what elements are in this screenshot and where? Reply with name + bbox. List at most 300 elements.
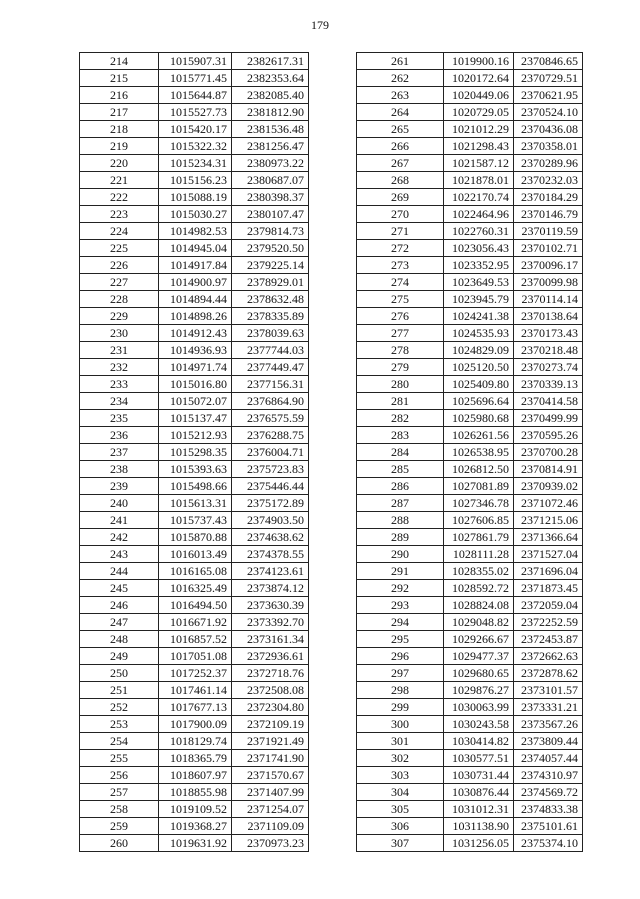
x-coordinate-cell: 1015737.43 [159,512,232,529]
y-coordinate-cell: 2375723.83 [232,461,309,478]
point-number-cell: 301 [357,733,444,750]
y-coordinate-cell: 2370973.23 [232,835,309,852]
table-row [357,274,583,291]
y-coordinate-cell: 2370099.98 [514,274,583,291]
table-row [80,223,309,240]
table-row [80,393,309,410]
table-row [357,393,583,410]
y-coordinate-cell: 2377156.31 [232,376,309,393]
y-coordinate-cell: 2372109.19 [232,716,309,733]
y-coordinate-cell: 2371527.04 [514,546,583,563]
y-coordinate-cell: 2381812.90 [232,104,309,121]
x-coordinate-cell: 1015527.73 [159,104,232,121]
x-coordinate-cell: 1014917.84 [159,257,232,274]
point-number-cell: 273 [357,257,444,274]
x-coordinate-cell: 1014982.53 [159,223,232,240]
point-number-cell: 240 [80,495,159,512]
table-row [80,563,309,580]
point-number-cell: 300 [357,716,444,733]
x-coordinate-cell: 1015771.45 [159,70,232,87]
y-coordinate-cell: 2371873.45 [514,580,583,597]
y-coordinate-cell: 2372252.59 [514,614,583,631]
table-row [80,597,309,614]
y-coordinate-cell: 2375446.44 [232,478,309,495]
table-row [357,495,583,512]
x-coordinate-cell: 1029477.37 [444,648,514,665]
point-number-cell: 238 [80,461,159,478]
point-number-cell: 241 [80,512,159,529]
table-row [357,257,583,274]
point-number-cell: 306 [357,818,444,835]
y-coordinate-cell: 2378929.01 [232,274,309,291]
x-coordinate-cell: 1019109.52 [159,801,232,818]
y-coordinate-cell: 2375101.61 [514,818,583,835]
point-number-cell: 217 [80,104,159,121]
point-number-cell: 297 [357,665,444,682]
table-row [357,138,583,155]
x-coordinate-cell: 1016013.49 [159,546,232,563]
y-coordinate-cell: 2370358.01 [514,138,583,155]
x-coordinate-cell: 1017900.09 [159,716,232,733]
table-row [357,121,583,138]
point-number-cell: 222 [80,189,159,206]
point-number-cell: 260 [80,835,159,852]
point-number-cell: 283 [357,427,444,444]
table-row [357,546,583,563]
y-coordinate-cell: 2370273.74 [514,359,583,376]
y-coordinate-cell: 2374310.97 [514,767,583,784]
table-row [80,665,309,682]
table-row [357,342,583,359]
y-coordinate-cell: 2371215.06 [514,512,583,529]
point-number-cell: 295 [357,631,444,648]
y-coordinate-cell: 2370939.02 [514,478,583,495]
coordinate-table-right [356,52,583,852]
x-coordinate-cell: 1019631.92 [159,835,232,852]
table-row [357,291,583,308]
table-row [357,716,583,733]
y-coordinate-cell: 2378632.48 [232,291,309,308]
x-coordinate-cell: 1014936.93 [159,342,232,359]
y-coordinate-cell: 2372878.62 [514,665,583,682]
y-coordinate-cell: 2381536.48 [232,121,309,138]
point-number-cell: 216 [80,87,159,104]
point-number-cell: 257 [80,784,159,801]
y-coordinate-cell: 2370218.48 [514,342,583,359]
x-coordinate-cell: 1028355.02 [444,563,514,580]
x-coordinate-cell: 1024535.93 [444,325,514,342]
table-row [357,172,583,189]
y-coordinate-cell: 2373809.44 [514,733,583,750]
y-coordinate-cell: 2382617.31 [232,53,309,70]
point-number-cell: 285 [357,461,444,478]
y-coordinate-cell: 2370146.79 [514,206,583,223]
point-number-cell: 262 [357,70,444,87]
point-number-cell: 281 [357,393,444,410]
x-coordinate-cell: 1031138.90 [444,818,514,835]
table-row [357,784,583,801]
x-coordinate-cell: 1015016.80 [159,376,232,393]
x-coordinate-cell: 1030063.99 [444,699,514,716]
y-coordinate-cell: 2382085.40 [232,87,309,104]
x-coordinate-cell: 1016325.49 [159,580,232,597]
point-number-cell: 247 [80,614,159,631]
x-coordinate-cell: 1015030.27 [159,206,232,223]
point-number-cell: 299 [357,699,444,716]
x-coordinate-cell: 1018607.97 [159,767,232,784]
x-coordinate-cell: 1021587.12 [444,155,514,172]
table-row [357,733,583,750]
x-coordinate-cell: 1018129.74 [159,733,232,750]
point-number-cell: 303 [357,767,444,784]
x-coordinate-cell: 1022760.31 [444,223,514,240]
table-row [357,206,583,223]
x-coordinate-cell: 1030243.58 [444,716,514,733]
point-number-cell: 289 [357,529,444,546]
table-row [357,801,583,818]
x-coordinate-cell: 1014898.26 [159,308,232,325]
x-coordinate-cell: 1026812.50 [444,461,514,478]
y-coordinate-cell: 2370414.58 [514,393,583,410]
point-number-cell: 246 [80,597,159,614]
x-coordinate-cell: 1014912.43 [159,325,232,342]
x-coordinate-cell: 1029048.82 [444,614,514,631]
x-coordinate-cell: 1031012.31 [444,801,514,818]
table-row [357,818,583,835]
x-coordinate-cell: 1016165.08 [159,563,232,580]
point-number-cell: 225 [80,240,159,257]
x-coordinate-cell: 1015498.66 [159,478,232,495]
y-coordinate-cell: 2370119.59 [514,223,583,240]
point-number-cell: 219 [80,138,159,155]
table-row [357,444,583,461]
x-coordinate-cell: 1018365.79 [159,750,232,767]
point-number-cell: 269 [357,189,444,206]
x-coordinate-cell: 1025409.80 [444,376,514,393]
point-number-cell: 235 [80,410,159,427]
table-row [80,427,309,444]
point-number-cell: 271 [357,223,444,240]
x-coordinate-cell: 1017051.08 [159,648,232,665]
y-coordinate-cell: 2379520.50 [232,240,309,257]
x-coordinate-cell: 1027606.85 [444,512,514,529]
point-number-cell: 265 [357,121,444,138]
point-number-cell: 237 [80,444,159,461]
point-number-cell: 304 [357,784,444,801]
x-coordinate-cell: 1014900.97 [159,274,232,291]
x-coordinate-cell: 1019368.27 [159,818,232,835]
table-row [357,580,583,597]
point-number-cell: 254 [80,733,159,750]
table-row [80,172,309,189]
y-coordinate-cell: 2371570.67 [232,767,309,784]
x-coordinate-cell: 1015322.32 [159,138,232,155]
point-number-cell: 307 [357,835,444,852]
y-coordinate-cell: 2375172.89 [232,495,309,512]
table-row [80,614,309,631]
x-coordinate-cell: 1022464.96 [444,206,514,223]
y-coordinate-cell: 2373567.26 [514,716,583,733]
x-coordinate-cell: 1017461.14 [159,682,232,699]
table-row [80,478,309,495]
x-coordinate-cell: 1028592.72 [444,580,514,597]
y-coordinate-cell: 2370184.29 [514,189,583,206]
y-coordinate-cell: 2376575.59 [232,410,309,427]
y-coordinate-cell: 2373101.57 [514,682,583,699]
coordinate-table-left [79,52,309,852]
point-number-cell: 223 [80,206,159,223]
page-number: 179 [311,18,329,32]
point-number-cell: 286 [357,478,444,495]
x-coordinate-cell: 1015870.88 [159,529,232,546]
table-row [357,308,583,325]
table-row [80,801,309,818]
y-coordinate-cell: 2372059.04 [514,597,583,614]
x-coordinate-cell: 1027861.79 [444,529,514,546]
x-coordinate-cell: 1029876.27 [444,682,514,699]
table-row [80,257,309,274]
table-row [80,835,309,852]
point-number-cell: 282 [357,410,444,427]
y-coordinate-cell: 2372936.61 [232,648,309,665]
y-coordinate-cell: 2379814.73 [232,223,309,240]
point-number-cell: 290 [357,546,444,563]
y-coordinate-cell: 2378039.63 [232,325,309,342]
table-row [80,291,309,308]
point-number-cell: 278 [357,342,444,359]
x-coordinate-cell: 1015644.87 [159,87,232,104]
y-coordinate-cell: 2370096.17 [514,257,583,274]
x-coordinate-cell: 1029266.67 [444,631,514,648]
y-coordinate-cell: 2376004.71 [232,444,309,461]
point-number-cell: 243 [80,546,159,563]
table-row [357,529,583,546]
x-coordinate-cell: 1027346.78 [444,495,514,512]
table-row [357,750,583,767]
x-coordinate-cell: 1018855.98 [159,784,232,801]
table-row [80,155,309,172]
y-coordinate-cell: 2371921.49 [232,733,309,750]
x-coordinate-cell: 1015393.63 [159,461,232,478]
table-row [80,104,309,121]
y-coordinate-cell: 2379225.14 [232,257,309,274]
x-coordinate-cell: 1026261.56 [444,427,514,444]
table-row [357,597,583,614]
table-row [357,461,583,478]
point-number-cell: 249 [80,648,159,665]
x-coordinate-cell: 1030731.44 [444,767,514,784]
x-coordinate-cell: 1015234.31 [159,155,232,172]
point-number-cell: 277 [357,325,444,342]
y-coordinate-cell: 2382353.64 [232,70,309,87]
point-number-cell: 293 [357,597,444,614]
y-coordinate-cell: 2372304.80 [232,699,309,716]
x-coordinate-cell: 1016671.92 [159,614,232,631]
x-coordinate-cell: 1031256.05 [444,835,514,852]
point-number-cell: 245 [80,580,159,597]
x-coordinate-cell: 1026538.95 [444,444,514,461]
y-coordinate-cell: 2370173.43 [514,325,583,342]
y-coordinate-cell: 2380398.37 [232,189,309,206]
y-coordinate-cell: 2374638.62 [232,529,309,546]
point-number-cell: 231 [80,342,159,359]
y-coordinate-cell: 2374057.44 [514,750,583,767]
point-number-cell: 229 [80,308,159,325]
table-row [357,682,583,699]
table-row [357,325,583,342]
point-number-cell: 270 [357,206,444,223]
table-row [80,648,309,665]
table-row [80,512,309,529]
y-coordinate-cell: 2374903.50 [232,512,309,529]
table-row [80,240,309,257]
y-coordinate-cell: 2374569.72 [514,784,583,801]
x-coordinate-cell: 1015298.35 [159,444,232,461]
x-coordinate-cell: 1028111.28 [444,546,514,563]
table-row [80,325,309,342]
table-row [80,818,309,835]
y-coordinate-cell: 2371254.07 [232,801,309,818]
point-number-cell: 228 [80,291,159,308]
x-coordinate-cell: 1025120.50 [444,359,514,376]
y-coordinate-cell: 2375374.10 [514,835,583,852]
x-coordinate-cell: 1024829.09 [444,342,514,359]
y-coordinate-cell: 2374123.61 [232,563,309,580]
y-coordinate-cell: 2370524.10 [514,104,583,121]
y-coordinate-cell: 2380687.07 [232,172,309,189]
table-row [80,444,309,461]
table-row [80,699,309,716]
table-row [357,767,583,784]
point-number-cell: 258 [80,801,159,818]
table-row [80,138,309,155]
point-number-cell: 275 [357,291,444,308]
x-coordinate-cell: 1017252.37 [159,665,232,682]
point-number-cell: 224 [80,223,159,240]
table-row [357,70,583,87]
table-row [80,53,309,70]
x-coordinate-cell: 1027081.89 [444,478,514,495]
table-row [357,376,583,393]
y-coordinate-cell: 2370138.64 [514,308,583,325]
point-number-cell: 305 [357,801,444,818]
y-coordinate-cell: 2371741.90 [232,750,309,767]
y-coordinate-cell: 2373630.39 [232,597,309,614]
table-row [80,376,309,393]
y-coordinate-cell: 2370114.14 [514,291,583,308]
table-body [80,53,309,852]
point-number-cell: 272 [357,240,444,257]
x-coordinate-cell: 1015613.31 [159,495,232,512]
table-row [357,87,583,104]
table-row [80,631,309,648]
x-coordinate-cell: 1023056.43 [444,240,514,257]
x-coordinate-cell: 1015072.07 [159,393,232,410]
x-coordinate-cell: 1014971.74 [159,359,232,376]
point-number-cell: 232 [80,359,159,376]
y-coordinate-cell: 2370814.91 [514,461,583,478]
y-coordinate-cell: 2380973.22 [232,155,309,172]
point-number-cell: 298 [357,682,444,699]
point-number-cell: 233 [80,376,159,393]
point-number-cell: 230 [80,325,159,342]
table-row [357,835,583,852]
point-number-cell: 288 [357,512,444,529]
y-coordinate-cell: 2380107.47 [232,206,309,223]
table-row [80,580,309,597]
point-number-cell: 296 [357,648,444,665]
x-coordinate-cell: 1020449.06 [444,87,514,104]
table-row [80,529,309,546]
point-number-cell: 274 [357,274,444,291]
point-number-cell: 263 [357,87,444,104]
x-coordinate-cell: 1023352.95 [444,257,514,274]
x-coordinate-cell: 1023649.53 [444,274,514,291]
table-row [357,223,583,240]
point-number-cell: 268 [357,172,444,189]
point-number-cell: 253 [80,716,159,733]
table-row [357,648,583,665]
table-row [357,563,583,580]
table-row [80,750,309,767]
table-row [357,699,583,716]
table-row [357,631,583,648]
x-coordinate-cell: 1017677.13 [159,699,232,716]
y-coordinate-cell: 2373331.21 [514,699,583,716]
point-number-cell: 250 [80,665,159,682]
point-number-cell: 267 [357,155,444,172]
x-coordinate-cell: 1030414.82 [444,733,514,750]
point-number-cell: 294 [357,614,444,631]
table-row [357,614,583,631]
x-coordinate-cell: 1016857.52 [159,631,232,648]
x-coordinate-cell: 1015907.31 [159,53,232,70]
table-row [80,121,309,138]
x-coordinate-cell: 1030876.44 [444,784,514,801]
y-coordinate-cell: 2370436.08 [514,121,583,138]
y-coordinate-cell: 2371072.46 [514,495,583,512]
table-row [357,240,583,257]
y-coordinate-cell: 2372453.87 [514,631,583,648]
y-coordinate-cell: 2370339.13 [514,376,583,393]
point-number-cell: 287 [357,495,444,512]
x-coordinate-cell: 1015420.17 [159,121,232,138]
point-number-cell: 259 [80,818,159,835]
x-coordinate-cell: 1021878.01 [444,172,514,189]
table-row [80,206,309,223]
table-row [80,682,309,699]
y-coordinate-cell: 2373392.70 [232,614,309,631]
y-coordinate-cell: 2377744.03 [232,342,309,359]
y-coordinate-cell: 2370846.65 [514,53,583,70]
y-coordinate-cell: 2370729.51 [514,70,583,87]
y-coordinate-cell: 2371366.64 [514,529,583,546]
y-coordinate-cell: 2381256.47 [232,138,309,155]
point-number-cell: 256 [80,767,159,784]
table-row [80,359,309,376]
x-coordinate-cell: 1016494.50 [159,597,232,614]
point-number-cell: 226 [80,257,159,274]
point-number-cell: 276 [357,308,444,325]
table-row [80,546,309,563]
y-coordinate-cell: 2370595.26 [514,427,583,444]
point-number-cell: 248 [80,631,159,648]
y-coordinate-cell: 2378335.89 [232,308,309,325]
x-coordinate-cell: 1028824.08 [444,597,514,614]
table-row [357,427,583,444]
x-coordinate-cell: 1025980.68 [444,410,514,427]
table-row [80,342,309,359]
